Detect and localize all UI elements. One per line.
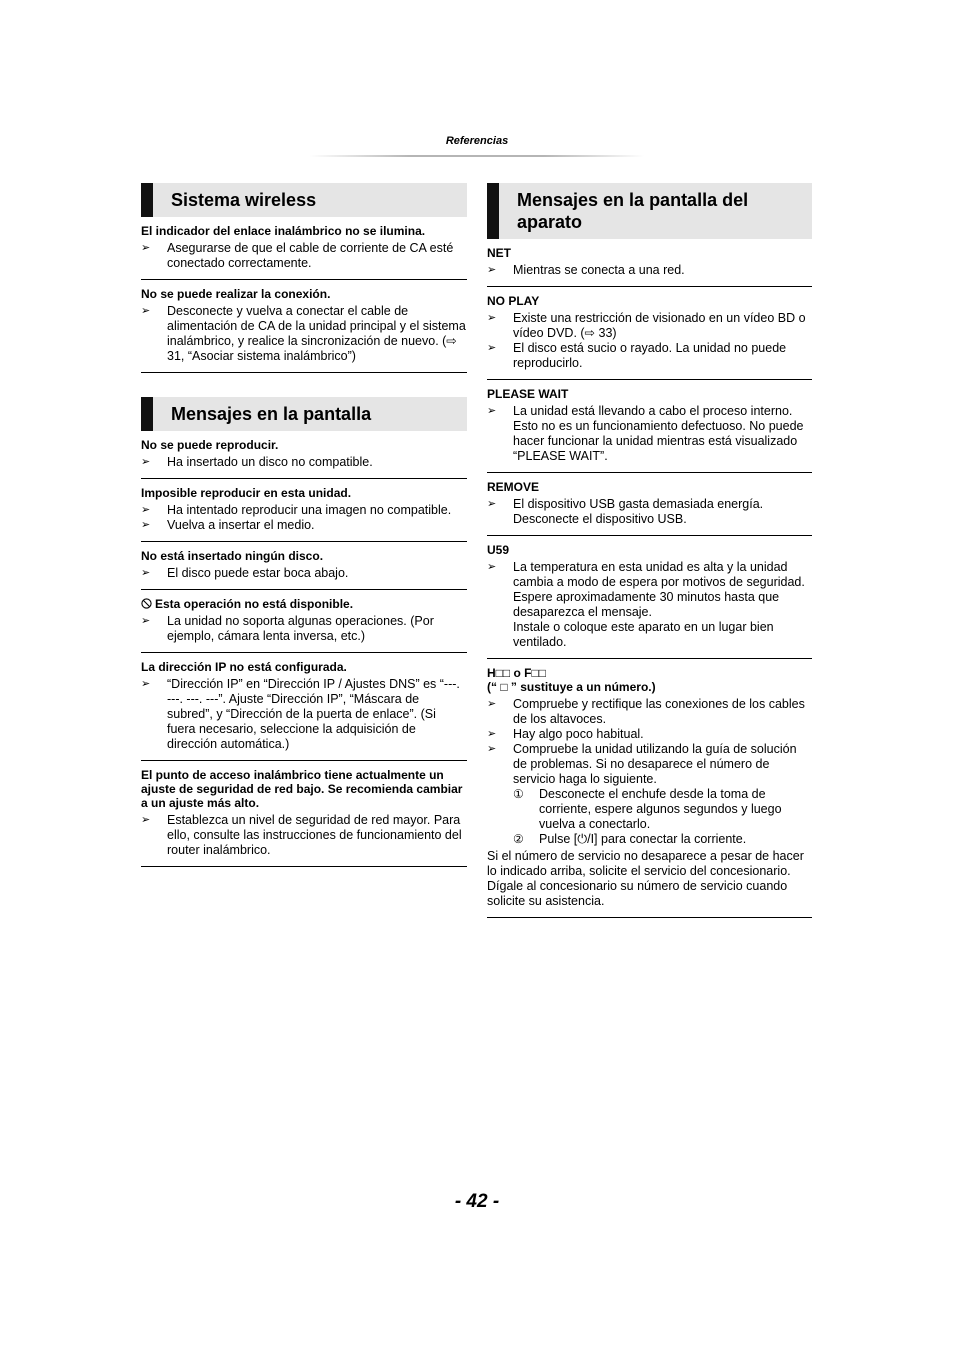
entry-title: Esta operación no está disponible. — [141, 597, 467, 611]
arrow-bullet-icon: ➢ — [487, 405, 497, 417]
list-item: ➢ Hay algo poco habitual. — [487, 727, 644, 741]
list-item: ➢ Compruebe la unidad utilizando la guía de solución de problemas. Si no desaparece el número de servicio haga lo siguiente. — [487, 742, 797, 786]
entry-title: PLEASE WAIT — [487, 387, 569, 401]
arrow-bullet-icon: ➢ — [141, 456, 151, 468]
header-rule — [310, 155, 644, 157]
list-item: ➢ Establezca un nivel de seguridad de red mayor. Para ello, consulte las instrucciones de funcionamiento del router inalámbrico. — [141, 813, 462, 857]
arrow-bullet-icon: ➢ — [487, 561, 497, 573]
arrow-bullet-icon: ➢ — [487, 312, 497, 324]
entry-no-disco — [141, 542, 467, 590]
list-item: ➢ La temperatura en esta unidad es alta y la unidad cambia a modo de espera por motivos de seguridad. Espere aproximadamente 30 minutos hasta que desaparezca el mensaje. — [487, 560, 805, 619]
arrow-bullet-icon: ➢ — [141, 504, 151, 516]
section-heading-mensajes-aparato: Mensajes en la pantalla del aparato — [487, 183, 812, 239]
prohibited-icon — [141, 598, 152, 609]
entry-title: Imposible reproducir en esta unidad. — [141, 486, 352, 500]
entry-title: El indicador del enlace inalámbrico no se ilumina. — [141, 224, 426, 238]
arrow-bullet-icon: ➢ — [141, 814, 151, 826]
arrow-bullet-icon: ➢ — [487, 264, 497, 276]
arrow-bullet-icon: ➢ — [487, 743, 497, 755]
entry-indicador — [141, 217, 467, 280]
list-item: ➢ Ha insertado un disco no compatible. — [141, 455, 373, 469]
page-number: - 42 - — [454, 1191, 500, 1212]
entry-remove — [487, 473, 812, 536]
arrow-bullet-icon: ➢ — [141, 615, 151, 627]
entry-subtitle: (“ □ ” sustituye a un número.) — [487, 680, 656, 694]
entry-title: REMOVE — [487, 480, 540, 494]
entry-no-reproducir — [141, 431, 467, 479]
arrow-bullet-icon: ➢ — [487, 698, 497, 710]
entry-title: NO PLAY — [487, 294, 540, 308]
entry-please-wait — [487, 380, 812, 473]
list-item-continuation: Instale o coloque este aparato en un lugar bien ventilado. — [513, 620, 774, 649]
list-item: ➢ Mientras se conecta a una red. — [487, 263, 685, 277]
entry-imposible — [141, 479, 467, 542]
list-item: ➢ El disco puede estar boca abajo. — [141, 566, 349, 580]
list-item: ➢ Desconecte y vuelva a conectar el cable de alimentación de CA de la unidad principal y el sistema inalámbrico, y realice la sincronización de nuevo. (⇨ 31, “Asociar sistema inalámbrico”) — [141, 304, 466, 363]
section-heading-mensajes-pantalla: Mensajes en la pantalla — [141, 397, 467, 431]
list-item: ➢ El dispositivo USB gasta demasiada energía. Desconecte el dispositivo USB. — [487, 497, 764, 526]
arrow-bullet-icon: ➢ — [487, 498, 497, 510]
entry-conexion — [141, 280, 467, 373]
list-item: ➢ La unidad no soporta algunas operaciones. (Por ejemplo, cámara lenta inversa, etc.) — [141, 614, 434, 643]
running-header: Referencias — [445, 135, 509, 147]
arrow-bullet-icon: ➢ — [141, 567, 151, 579]
entry-title: No se puede reproducir. — [141, 438, 279, 452]
arrow-bullet-icon: ➢ — [141, 678, 151, 690]
arrow-bullet-icon: ➢ — [141, 519, 151, 531]
list-item: ➢ Compruebe y rectifique las conexiones de los cables de los altavoces. — [487, 697, 805, 726]
list-item: ➢ Ha intentado reproducir una imagen no compatible. — [141, 503, 452, 517]
arrow-bullet-icon: ➢ — [487, 342, 497, 354]
list-item: ➢ “Dirección IP” en “Dirección IP / Ajustes DNS” es “---. ---. ---. ---”. Ajuste “Dirección IP”, “Máscara de subred”, y “Dirección de la puerta de enlace”. (Si fuera necesario, seleccione la adquisición de dirección automática.) — [141, 677, 460, 751]
list-item: ➢ El disco está sucio o rayado. La unidad no puede reproducirlo. — [487, 341, 787, 370]
section-heading-sistema-wireless: Sistema wireless — [141, 183, 467, 217]
entry-title: No se puede realizar la conexión. — [141, 287, 331, 301]
entry-title: El punto de acceso inalámbrico tiene actualmente un ajuste de seguridad de red bajo. Se recomienda cambiar a un ajuste más alto. — [141, 768, 463, 810]
step-item: ① Desconecte el enchufe desde la toma de corriente, espere algunos segundos y luego vuelva a conectarlo. — [513, 787, 782, 831]
service-note: Si el número de servicio no desaparece a pesar de hacer lo indicado arriba, solicite el servicio del concesionario. Dígale al concesionario su número de servicio cuando solicite su asistencia. — [487, 849, 804, 908]
arrow-bullet-icon: ➢ — [141, 242, 151, 254]
step-item: ② Pulse [⏻/I] para conectar la corriente. — [513, 832, 747, 846]
entry-title: La dirección IP no está configurada. — [141, 660, 347, 674]
list-item: ➢ Existe una restricción de visionado en un vídeo BD o vídeo DVD. (⇨ 33) — [487, 311, 806, 340]
entry-title: U59 — [487, 543, 510, 557]
left-column — [141, 183, 467, 867]
entry-title: No está insertado ningún disco. — [141, 549, 324, 563]
entry-punto-acceso — [141, 761, 467, 867]
entry-no-play — [487, 287, 812, 380]
entry-title: NET — [487, 246, 511, 260]
entry-operacion — [141, 590, 467, 653]
entry-direccion-ip — [141, 653, 467, 761]
list-item: ➢ Asegurarse de que el cable de corriente de CA esté conectado correctamente. — [141, 241, 454, 270]
entry-title: H□□ o F□□ — [487, 666, 546, 680]
entry-u59 — [487, 536, 812, 659]
arrow-bullet-icon: ➢ — [487, 728, 497, 740]
arrow-bullet-icon: ➢ — [141, 305, 151, 317]
right-column — [487, 183, 812, 918]
list-item: ➢ Vuelva a insertar el medio. — [141, 518, 315, 532]
entry-net — [487, 239, 812, 287]
entry-service-number — [487, 659, 812, 918]
step-number: ② — [513, 832, 524, 846]
step-number: ① — [513, 787, 524, 801]
list-item: ➢ La unidad está llevando a cabo el proceso interno. Esto no es un funcionamiento defectuoso. No puede hacer funcionar la unidad mientras está visualizado “PLEASE WAIT”. — [487, 404, 804, 463]
